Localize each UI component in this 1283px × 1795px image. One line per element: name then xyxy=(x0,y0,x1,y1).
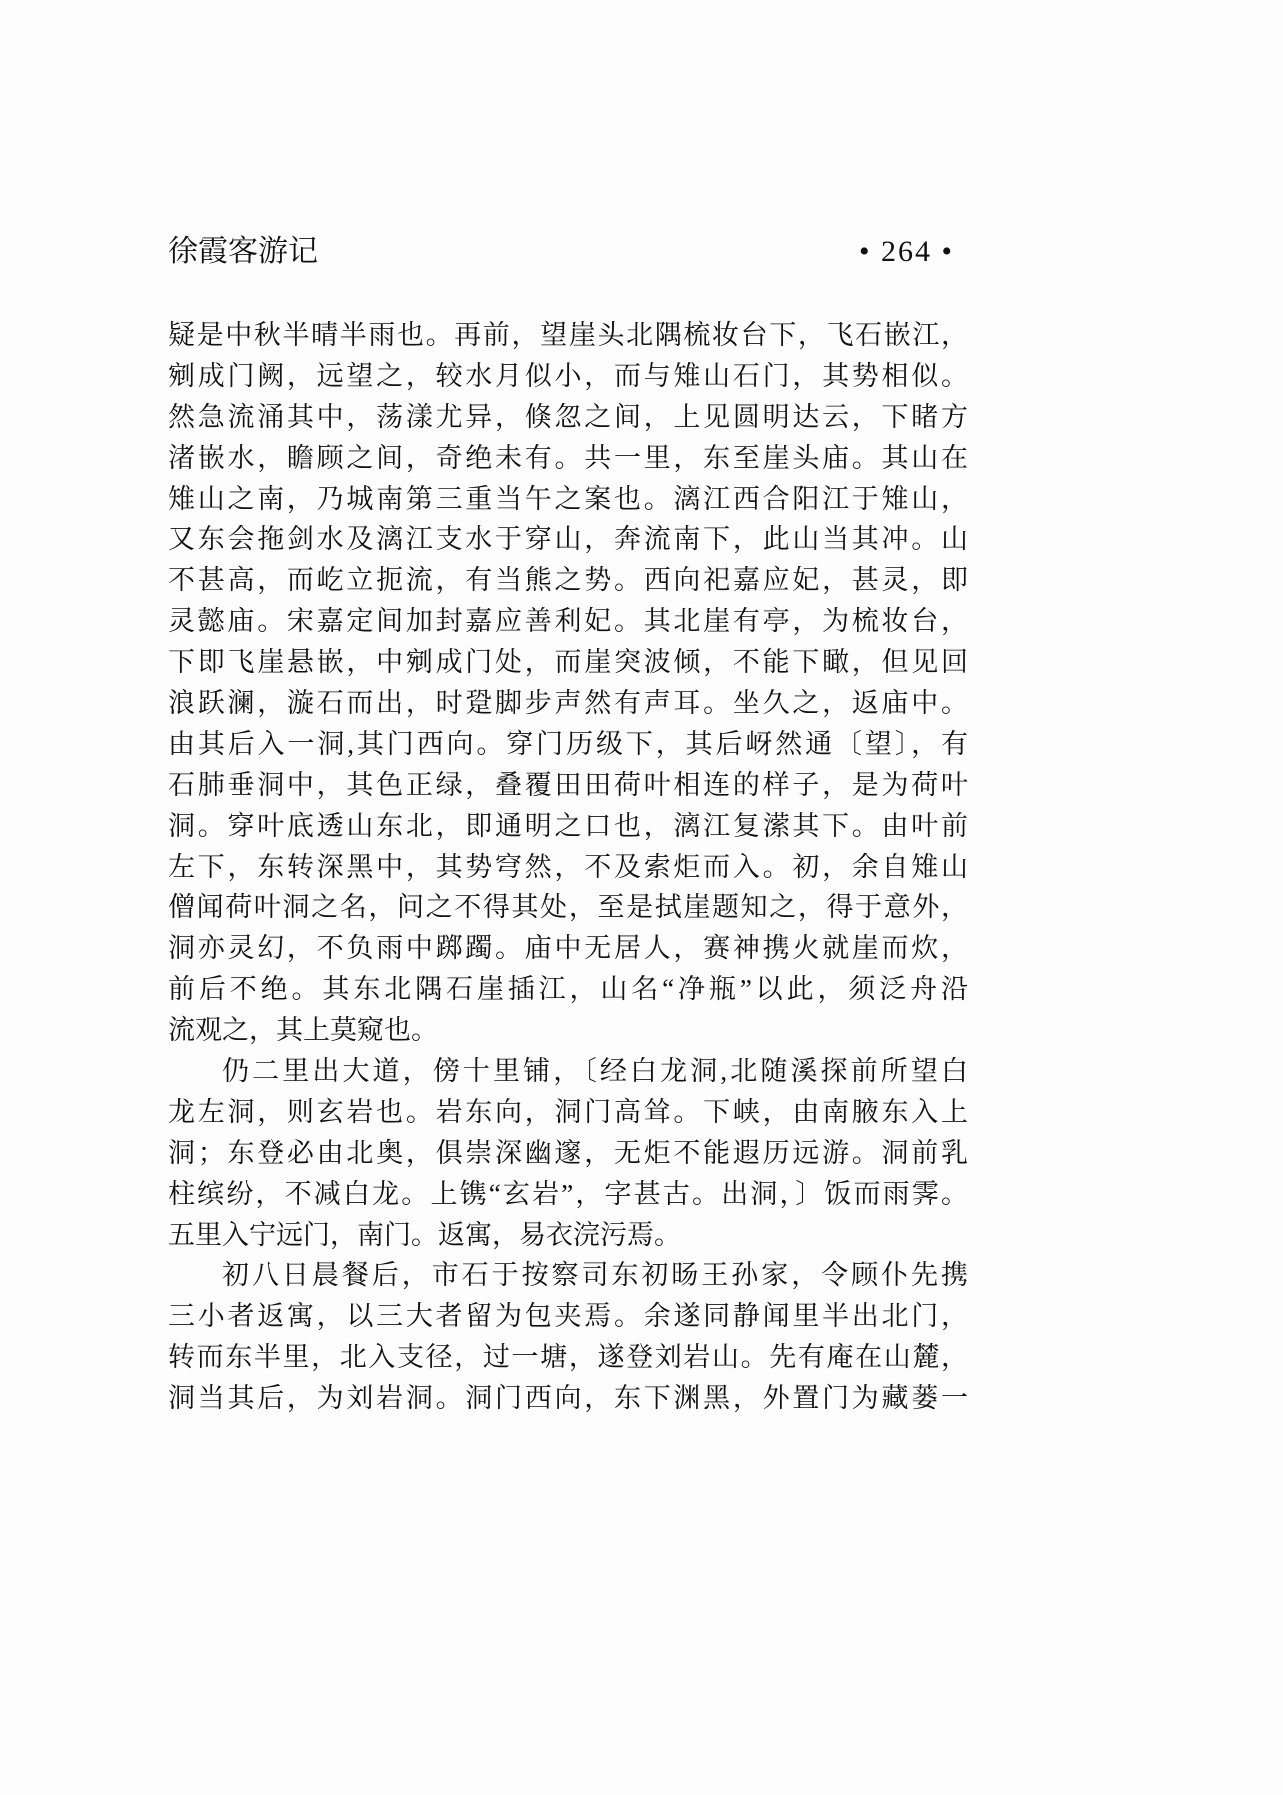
text-line: 初八日晨餐后，市石于按察司东初旸王孙家，令顾仆先携 xyxy=(222,1260,968,1291)
page-body xyxy=(168,315,968,1419)
text-line: 柱缤纷，不减白龙。上镌“玄岩”，字甚古。出洞，〕饭而雨霁。 xyxy=(168,1178,968,1209)
text-line: 龙左洞，则玄岩也。岩东向，洞门高耸。下峡，由南腋东入上 xyxy=(168,1096,968,1127)
text-line: 洞；东登必由北奥，俱崇深幽邃，无炬不能遐历远游。洞前乳 xyxy=(168,1137,968,1168)
text-line: 灵懿庙。宋嘉定间加封嘉应善利妃。其北崖有亭，为梳妆台， xyxy=(168,606,968,637)
text-line: 洞当其后，为刘岩洞。洞门西向，东下渊黑，外置门为藏蒌一 xyxy=(168,1383,968,1414)
text-line: 渚嵌水，瞻顾之间，奇绝未有。共一里，东至崖头庙。其山在 xyxy=(168,442,968,473)
text-line: 流观之，其上莫窥也。 xyxy=(168,1015,438,1046)
page-number: • 264 • xyxy=(858,235,954,268)
text-line: 左下，东转深黑中，其势穹然，不及索炬而入。初，余自雉山 xyxy=(168,851,968,882)
paragraph xyxy=(168,1051,968,1255)
text-line: 又东会拖剑水及漓江支水于穿山，奔流南下，此山当其冲。山 xyxy=(168,524,968,555)
text-line: 洞亦灵幻，不负雨中踯躅。庙中无居人，赛神携火就崖而炊， xyxy=(168,933,968,964)
text-line: 仍二里出大道，傍十里铺，〔经白龙洞,北随溪探前所望白 xyxy=(222,1056,968,1087)
text-line: 由其后入一洞,其门西向。穿门历级下，其后岈然通〔望〕，有 xyxy=(168,728,968,759)
paragraph xyxy=(168,1255,968,1419)
text-line: 五里入宁远门，南门。返寓，易衣浣污焉。 xyxy=(168,1219,681,1250)
text-line: 前后不绝。其东北隅石崖插江，山名“净瓶”以此，须泛舟沿 xyxy=(168,974,968,1005)
paragraph xyxy=(168,315,968,1051)
text-line: 三小者返寓，以三大者留为包夹焉。余遂同静闻里半出北门， xyxy=(168,1301,968,1332)
text-line: 转而东半里，北入支径，过一塘，遂登刘岩山。先有庵在山麓， xyxy=(168,1342,968,1373)
text-line: 然急流涌其中，荡漾尤异，倏忽之间，上见圆明达云，下睹方 xyxy=(168,401,968,432)
text-line: 雉山之南，乃城南第三重当午之案也。漓江西合阳江于雉山， xyxy=(168,483,968,514)
text-line: 疑是中秋半晴半雨也。再前，望崖头北隅梳妆台下，飞石嵌江， xyxy=(168,320,968,350)
text-line: 下即飞崖悬嵌，中剜成门处，而崖突波倾，不能下瞰，但见回 xyxy=(168,647,968,678)
text-line: 僧闻荷叶洞之名，问之不得其处，至是拭崖题知之，得于意外， xyxy=(168,892,968,923)
page-header xyxy=(168,234,968,270)
text-line: 石肺垂洞中，其色正绿，叠覆田田荷叶相连的样子，是为荷叶 xyxy=(168,769,968,800)
text-line: 剜成门阙，远望之，较水月似小，而与雉山石门，其势相似。 xyxy=(168,360,968,391)
text-line: 不甚高，而屹立扼流，有当熊之势。西向祀嘉应妃，甚灵，即 xyxy=(168,565,968,596)
running-title: 徐霞客游记 xyxy=(168,235,318,268)
text-line: 洞。穿叶底透山东北，即通明之口也，漓江复潆其下。由叶前 xyxy=(168,810,968,841)
text-line: 浪跃澜，漩石而出，时跫脚步声然有声耳。坐久之，返庙中。 xyxy=(168,688,968,719)
